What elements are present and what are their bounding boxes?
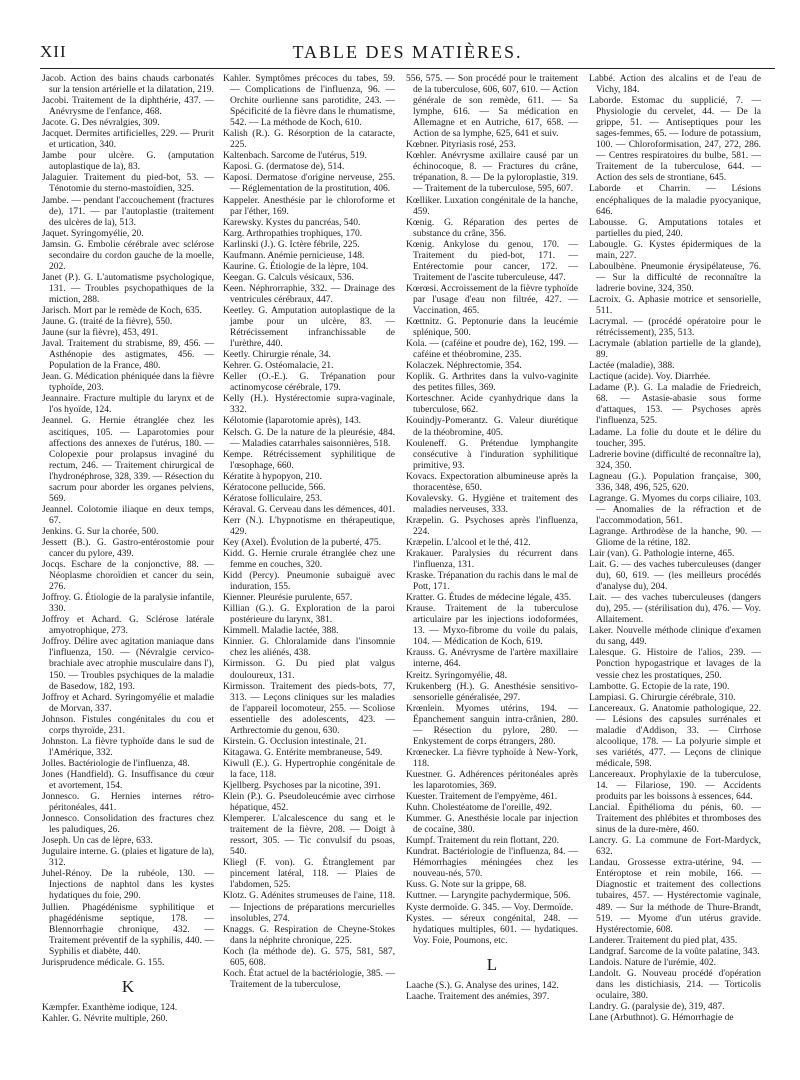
index-entry: Kératite à hypopyon, 210. bbox=[223, 471, 322, 482]
index-entry: Keen. Néphrorraphie, 332. — Drainage des ventricules cérébraux, 447. bbox=[223, 283, 395, 305]
index-entry: Jacob. Action des bains chauds carbonatés sur la tension artérielle et la dilatation, 219. bbox=[42, 74, 214, 96]
index-entry: Kaltenbach. Sarcome de l'utérus, 519. bbox=[223, 151, 367, 162]
index-entry: Kræpelin. G. Psychoses après l'influenza, 224. bbox=[406, 515, 578, 537]
index-entry: Jones (Handfield). G. Insuffisance du cœur et avortement, 154. bbox=[42, 769, 214, 791]
index-entry: Krause. Traitement de la tuberculose articulaire par les injections iodoformées, 13. — Myxo-fibrome du voile du palais, 104. — Médication de Koch, 619. bbox=[406, 604, 578, 648]
index-entry: Jamsin. G. Embolie cérébrale avec sclérose secondaire du cordon gauche de la moelle, 202. bbox=[42, 239, 214, 272]
index-entry: Joffroy. G. Étiologie de la paralysie infantile, 330. bbox=[42, 593, 214, 615]
index-entry: Krœnecker. La fièvre typhoïde à New-York, 118. bbox=[406, 747, 578, 769]
index-entry: Kræpelin. L'alcool et le thé, 412. bbox=[406, 537, 531, 548]
index-entry: Karewsky. Kystes du pancréas, 540. bbox=[223, 217, 361, 228]
index-entry: Kempe. Rétrécissement syphilitique de l'œsophage, 660. bbox=[223, 449, 395, 471]
index-entry: Kœlliker. Luxation congénitale de la hanche, 459. bbox=[406, 195, 578, 217]
index-entry: Krauss. G. Anévrysme de l'artère maxillaire interne, 464. bbox=[406, 648, 578, 670]
index-column-4 bbox=[589, 74, 761, 1074]
index-entry: Kouleneff. G. Prétendue lymphangite consécutive à l'induration syphilitique primitive, 93. bbox=[406, 438, 578, 471]
index-entry: Krœnlein. Myomes utérins, 194. — Épanchement sanguin intra-crânien, 280. — Résection du pylore, 280. — Enkystement de corps étrangers, 280. bbox=[406, 703, 578, 747]
index-entry: Lalesque. G. Histoire de l'alios, 239. — Ponction hypogastrique et lavages de la vessie chez les prostatiques, 250. bbox=[589, 648, 761, 681]
page-number: XII bbox=[40, 42, 67, 61]
index-entry: Lactée (maladie), 388. bbox=[589, 361, 675, 372]
index-entry: Laboulbène. Pneumonie érysipélateuse, 76. — Sur la difficulté de reconnaître la ladrerie bovine, 324, 350. bbox=[589, 261, 761, 294]
index-entry: Lagneau (G.). Population française, 300, 336, 348, 496, 525, 620. bbox=[589, 471, 761, 493]
index-entry: Jeannel. G. Hernie étranglée chez les ascitiques, 105. — Laparotomies pour affections des annexes de l'utérus, 180. — Colopexie pour prolapsus invaginé du rectum, 246. — Traitement chirurgical de l'hydronéphrose, 328, 339. — Résection du sacrum pour aborder les organes pelviens, 569. bbox=[42, 416, 214, 504]
index-entry: Lancereaux. G. Anatomie pathologique, 22. — Lésions des capsules surrénales et maladie d'Addison, 33. — Cirrhose alcoolique, 178. — La polyurie simple et ses variétés, 477. — Leçons de clinique médicale, 598. bbox=[589, 703, 761, 769]
index-entry: Kaurine. G. Étiologie de la lèpre, 104. bbox=[223, 261, 369, 272]
index-entry: Jaune. G. (traité de la fièvre), 550. bbox=[42, 317, 173, 328]
page-header bbox=[40, 40, 775, 66]
index-column-1 bbox=[42, 74, 214, 1074]
index-entry: Kimmell. Maladie lactée, 388. bbox=[223, 626, 339, 637]
index-entry: Jurisprudence médicale. G. 155. bbox=[42, 957, 165, 968]
index-entry: Kliegl (F. von). G. Étranglement par pincement latéral, 118. — Plaies de l'abdomen, 525. bbox=[223, 858, 395, 891]
index-entry: Jacobi. Traitement de la diphthérie, 437. — Anévrysme de l'enfance, 468. bbox=[42, 96, 214, 118]
index-entry: Jaune (sur la fièvre), 453, 491. bbox=[42, 328, 159, 339]
index-entry: Jacquet. Dermites artificielles, 229. — Prurit et urtication, 340. bbox=[42, 129, 214, 151]
index-entry: Lagrange. Arthrodèse de la hanche, 90. — Gliome de la rétine, 182. bbox=[589, 526, 761, 548]
index-entry: Killian (G.). G. Exploration de la paroi postérieure du larynx, 381. bbox=[223, 604, 395, 626]
index-entry: Janet (P.). G. L'automatisme psychologique, 131. — Troubles psychopathiques de la miction, 288. bbox=[42, 272, 214, 305]
index-entry: Keetly. Chirurgie rénale, 34. bbox=[223, 350, 331, 361]
index-entry: Jolles. Bactériologie de l'influenza, 48. bbox=[42, 758, 190, 769]
index-entry: Klemperer. L'alcalescence du sang et le traitement de la fièvre, 208. — Doigt à ressort, 305. — Tic convulsif du psoas, 540. bbox=[223, 814, 395, 858]
index-entry: Kuttner. — Laryngite pachydermique, 506. bbox=[406, 891, 571, 902]
index-entry: Landry. G. (paralysie de), 319, 487. bbox=[589, 1001, 725, 1012]
index-entry: Karlinski (J.). G. Ictère fébrile, 225. bbox=[223, 239, 360, 250]
index-entry: Kovalevsky. G. Hygiène et traitement des maladies nerveuses, 333. bbox=[406, 493, 578, 515]
index-entry: Kaposi. Dermatose d'origine nerveuse, 255. — Réglementation de la prostitution, 406. bbox=[223, 173, 395, 195]
index-entry: Kouindjy-Pomerantz. G. Valeur diurétique de la théobromine, 405. bbox=[406, 416, 578, 438]
index-entry: Lactique (acide). Voy. Diarrhée. bbox=[589, 372, 711, 383]
index-column-2 bbox=[223, 74, 395, 1074]
index-entry: Ladame (P.). G. La maladie de Friedreich, 68. — Astasie-abasie sous forme d'attaques, 153. — Psychoses après l'influenza, 525. bbox=[589, 383, 761, 427]
index-entry: Joffroy. Délire avec agitation maniaque dans l'influenza, 150. — (Névralgie cervico-brachiale avec atrophie musculaire dans l'), 150. — Troubles psychiques de la maladie de Basedow, 182, 193. bbox=[42, 637, 214, 692]
index-entry: Kalish (R.). G. Résorption de la cataracte, 225. bbox=[223, 129, 395, 151]
index-entry: Jambe. — pendant l'accouchement (fractures de), 171. — par l'autoplastie (traitement des ulcères de la), 513. bbox=[42, 195, 214, 228]
index-entry: Joffroy et Achard. Syringomyélie et maladie de Morvan, 337. bbox=[42, 692, 214, 714]
index-entry: Knaggs. G. Respiration de Cheyne-Stokes dans la néphrite chronique, 225. bbox=[223, 924, 395, 946]
index-entry: Kœnig. G. Réparation des pertes de substance du crâne, 356. bbox=[406, 217, 578, 239]
index-columns bbox=[42, 74, 775, 1074]
index-entry: Kuss. G. Note sur la grippe, 68. bbox=[406, 880, 527, 891]
index-entry: Kinnier. G. Chloralamide dans l'insomnie chez les aliénés, 438. bbox=[223, 637, 395, 659]
index-entry: Jonnesco. Consolidation des fractures chez les paludiques, 26. bbox=[42, 814, 214, 836]
index-entry: Lagrange. G. Myomes du corps ciliaire, 103. — Anomalies de la réfraction et de l'accommodation, 561. bbox=[589, 493, 761, 526]
index-entry: Keetley. G. Amputation autoplastique de la jambe pour un ulcère, 83. — Rétrécissement infranchissable de l'urèthre, 440. bbox=[223, 305, 395, 350]
index-entry: Laache (S.). G. Analyse des urines, 142. bbox=[406, 980, 559, 991]
index-entry: Kolaczek. Néphrectomie, 354. bbox=[406, 361, 522, 372]
index-entry: Jarisch. Mort par le remède de Koch, 635. bbox=[42, 305, 202, 316]
index-entry: Klotz. G. Adénites strumeuses de l'aine, 118. — Injections de préparations mercurielles insolubles, 274. bbox=[223, 891, 395, 924]
index-entry: Lane (Arbuthnot). G. Hémorrhagie de bbox=[589, 1012, 734, 1023]
index-entry: Krukenberg (H.). G. Anesthésie sensitivo-sensorielle généralisée, 297. bbox=[406, 681, 578, 703]
index-entry: Koch. État actuel de la bactériologie, 385. — Traitement de la tuberculose, bbox=[223, 968, 395, 990]
index-entry: Korteschner. Acide cyanhydrique dans la tuberculose, 662. bbox=[406, 394, 578, 416]
index-entry: Jeannel. Colotomie iliaque en deux temps, 67. bbox=[42, 504, 214, 526]
index-entry: Labougle. G. Kystes épidermiques de la main, 227. bbox=[589, 239, 761, 261]
index-entry: Kœhler. Anévrysme axillaire causé par un échinocoque, 8. — Fractures du crâne, trépanation, 8. — De la pyloroplastie, 319. — Traitement de la tuberculose, 595, 607. bbox=[406, 151, 578, 195]
index-entry: Key (Axel). Évolution de la puberté, 475. bbox=[223, 537, 382, 548]
index-column-3 bbox=[406, 74, 578, 1074]
index-entry: Landolt. G. Nouveau procédé d'opération dans les distichiasis, 214. — Torticolis oculaire, 380. bbox=[589, 968, 761, 1001]
index-entry: Kuestner. G. Adhérences péritonéales après les laparotomies, 369. bbox=[406, 769, 578, 791]
index-entry: Kystes. — séreux congénital, 248. — hydatiques multiples, 601. — hydatiques. Voy. Foie, Poumons, etc. bbox=[406, 913, 578, 946]
index-entry: Ladrerie bovine (difficulté de reconnaître la), 324, 350. bbox=[589, 449, 761, 471]
section-letter: L bbox=[486, 954, 498, 974]
index-entry: Lair (van). G. Pathologie interne, 465. bbox=[589, 549, 735, 560]
index-entry: Lambotte. G. Ectopie de la rate, 190. bbox=[589, 681, 730, 692]
index-entry: Javal. Traitement du strabisme, 89, 456. — Asthénopie des astigmates, 456. — Population de la France, 480. bbox=[42, 339, 214, 372]
index-entry: Jullien. Phagédénisme syphilitique et phagédénisme septique, 178. — Blennorrhagie chronique, 432. — Traitement préventif de la syphilis, 440. — Syphilis et diabète, 440. bbox=[42, 902, 214, 957]
index-entry: Lancial. Épithélioma du pénis, 60. — Traitement des phlébites et thromboses des sinus de la dure-mère, 460. bbox=[589, 803, 761, 836]
index-entry: Jocqs. Eschare de la conjonctive, 88. — Néoplasme choroïdien et cancer du sein, 276. bbox=[42, 560, 214, 593]
index-entry: Kundrat. Bactériologie de l'influenza, 84. — Hémorrhagies méningées chez les nouveau-nés, 570. bbox=[406, 847, 578, 880]
index-entry: Kerr (N.). L'hypnotisme en thérapeutique, 429. bbox=[223, 515, 395, 537]
index-entry: Kelly (H.). Hystérectomie supra-vaginale, 332. bbox=[223, 394, 395, 416]
index-entry: Karg. Arthropathies trophiques, 170. bbox=[223, 228, 363, 239]
index-entry: Kidd (Percy). Pneumonie subaiguë avec induration, 155. bbox=[223, 571, 395, 593]
index-entry: Juhel-Rénoy. De la rubéole, 130. — Injections de naphtol dans les kystes hydatiques du foie, 290. bbox=[42, 869, 214, 902]
index-entry: Joffroy et Achard. G. Sclérose latérale amyotrophique, 273. bbox=[42, 615, 214, 637]
index-entry: Keegan. G. Calculs vésicaux, 536. bbox=[223, 272, 354, 283]
index-entry: Kuhn. Cholestéatome de l'oreille, 492. bbox=[406, 803, 553, 814]
index-entry: Lacrymale (ablation partielle de la glande), 89. bbox=[589, 339, 761, 361]
index-entry: Jalaguier. Traitement du pied-bot, 53. — Ténotomie du sterno-mastoïdien, 325. bbox=[42, 173, 214, 195]
index-entry: Jambe pour ulcère. G. (amputation autoplastique de la), 83. bbox=[42, 151, 214, 173]
index-entry: Laborde et Charrin. — Lésions encéphaliques de la maladie pyocyanique, 646. bbox=[589, 184, 761, 217]
index-entry: Kirstein. G. Occlusion intestinale, 21. bbox=[223, 736, 367, 747]
index-entry: Laache. Traitement des anémies, 397. bbox=[406, 991, 550, 1002]
index-entry: Lacrymal. — (procédé opératoire pour le rétrécissement), 235, 513. bbox=[589, 317, 761, 339]
index-entry: Kœttnitz. G. Peptonurie dans la leucémie splénique, 500. bbox=[406, 317, 578, 339]
index-entry: Kienner. Pleurésie purulente, 657. bbox=[223, 593, 353, 604]
index-entry: Jeannaire. Fracture multiple du larynx et de l'os hyoïde, 124. bbox=[42, 394, 214, 416]
index-entry: Landgraf. Sarcome de la voûte palatine, 343. bbox=[589, 946, 760, 957]
index-entry: Kuester. Traitement de l'empyème, 461. bbox=[406, 792, 558, 803]
index-entry: Kidd. G. Hernie crurale étranglée chez une femme en couches, 320. bbox=[223, 549, 395, 571]
index-entry: Kirmisson. G. Du pied plat valgus douloureux, 131. bbox=[223, 659, 395, 681]
index-entry: Laker. Nouvelle méthode clinique d'examen du sang, 449. bbox=[589, 626, 761, 648]
index-entry: Kummer. G. Anesthésie locale par injection de cocaïne, 380. bbox=[406, 814, 578, 836]
index-entry: 556, 575. — Son procédé pour le traitement de la tuberculose, 606, 607, 610. — Action générale de son remède, 611. — Sa lymphe, 616. — Sa médication en Allemagne et en Autriche, 617, 658. — Action de sa lymphe, 625, 641 et suiv. bbox=[406, 74, 578, 140]
index-entry: Ladame. La folie du doute et le délire du toucher, 395. bbox=[589, 427, 761, 449]
index-entry: Lacroix. G. Aphasie motrice et sensorielle, 511. bbox=[589, 294, 761, 316]
index-entry: Kœnig. Ankylose du genou, 170. — Traitement du pied-bot, 171. — Entérectomie pour cancer, 172. — Traitement de l'ascite tuberculeuse, 447. bbox=[406, 239, 578, 283]
index-entry: Kahler. Symptômes précoces du tabes, 59. — Complications de l'influenza, 96. — Orchite ourlienne sans parotidite, 243. — Spécificité de la fièvre dans le rhumatisme, 542. — La méthode de Koch, 610. bbox=[223, 74, 395, 129]
index-entry: Kélotomie (laparotomie après), 143. bbox=[223, 416, 361, 427]
index-entry: Lancry. G. La commune de Fort-Mardyck, 632. bbox=[589, 836, 761, 858]
index-entry: Kaufmann. Anémie pernicieuse, 148. bbox=[223, 250, 365, 261]
index-entry: Klein (P.). G. Pseudoleucémie avec cirrhose hépatique, 452. bbox=[223, 792, 395, 814]
index-entry: Keller (O.-E.). G. Trépanation pour actinomycose cérébrale, 179. bbox=[223, 372, 395, 394]
index-entry: Kyste dermoïde. G. 345. — Voy. Dermoïde. bbox=[406, 902, 574, 913]
index-entry: Jean. G. Médication phéniquée dans la fièvre typhoïde, 203. bbox=[42, 372, 214, 394]
index-entry: Landau. Grossesse extra-utérine, 94. — Entéroptose et rein mobile, 166. — Diagnostic et traitement des collections tubaires, 457. — Hystérectomie vaginale, 489. — Sur la méthode de Thure-Brandt, 519. — Myome d'un utérus gravide. Hystérectomie, 608. bbox=[589, 858, 761, 935]
header-rule bbox=[40, 68, 775, 69]
index-entry: Kappeler. Anesthésie par le chloroforme et par l'éther, 169. bbox=[223, 195, 395, 217]
index-entry: Kératose folliculaire, 253. bbox=[223, 493, 323, 504]
page-title: TABLE DES MATIÈRES. bbox=[292, 42, 523, 62]
index-entry: Landerer. Traitement du pied plat, 435. bbox=[589, 935, 738, 946]
index-entry: Kirmisson. Traitement des pieds-bots, 77, 313. — Leçons cliniques sur les maladies de l'appareil locomoteur, 255. — Scoliose essentielle des adolescents, 423. — Arthrectomie du genou, 630. bbox=[223, 681, 395, 736]
index-entry: Kratter. G. Études de médecine légale, 435. bbox=[406, 593, 572, 604]
index-entry: Lampiasi. G. Chirurgie cérébrale, 310. bbox=[589, 692, 736, 703]
index-entry: Jacote. G. Des névralgies, 309. bbox=[42, 118, 160, 129]
index-entry: Kola. — (caféine et poudre de), 162, 199. — caféine et théobromine, 235. bbox=[406, 339, 578, 361]
index-entry: Kovacs. Expectoration albumineuse après la thoracentèse, 650. bbox=[406, 471, 578, 493]
index-entry: Jaquet. Syringomyélie, 20. bbox=[42, 228, 144, 239]
index-entry: Lancereaux. Prophylaxie de la tuberculose, 14. — Filariose, 190. — Accidents produits par les boissons à essences, 644. bbox=[589, 769, 761, 803]
index-entry: Joseph. Un cas de lèpre, 633. bbox=[42, 836, 153, 847]
index-entry: Kitagawa. G. Entérite membraneuse, 549. bbox=[223, 747, 383, 758]
section-letter: K bbox=[121, 976, 135, 996]
index-entry: Kehrer. G. Ostéomalacie, 21. bbox=[223, 361, 334, 372]
index-entry: Jugulaire interne. G. (plaies et ligature de la), 312. bbox=[42, 847, 214, 869]
index-entry: Labbé. Action des alcalins et de l'eau de Vichy, 184. bbox=[589, 74, 761, 96]
index-entry: Kelsch. G. De la nature de la pleurésie, 484. — Maladies catarrhales saisonnières, 518. bbox=[223, 427, 395, 449]
index-entry: Landois. Nature de l'urémie, 402. bbox=[589, 957, 717, 968]
index-entry: Kjellberg. Psychoses par la nicotine, 391. bbox=[223, 781, 381, 791]
index-entry: Kumpf. Traitement du rein flottant, 220. bbox=[406, 836, 560, 847]
index-entry: Jessett (B.). G. Gastro-entérostomie pour cancer du pylore, 439. bbox=[42, 537, 214, 560]
index-entry: Laborde. Estomac du supplicié, 7. — Physiologie du cervelet, 44. — De la grippe, 51. — Antiseptiques pour les sages-femmes, 65. — Iodure de potassium, 100. — Chloroformisation, 247, 272, 286. — Centres respiratoires du bulbe, 581. — Traitement de la tuberculose, 644. — Action des sels de strontiane, 645. bbox=[589, 96, 761, 184]
index-entry: Johnston. La fièvre typhoïde dans le sud de l'Amérique, 332. bbox=[42, 736, 214, 758]
index-entry: Krakauer. Paralysies du récurrent dans l'influenza, 131. bbox=[406, 549, 578, 571]
index-entry: Lait. G. — des vaches tuberculeuses (danger du), 60, 619. — (les meilleurs procédés d'analyse du), 204. bbox=[589, 560, 761, 593]
index-entry: Kéraval. G. Cerveau dans les démences, 401. bbox=[223, 504, 395, 515]
index-entry: Koplik. G. Arthrites dans la vulvo-vaginite des petites filles, 369. bbox=[406, 372, 578, 394]
index-entry: Jenkins. G. Sur la chorée, 500. bbox=[42, 526, 159, 537]
index-entry: Koch (la méthode de). G. 575, 581, 587, 605, 608. bbox=[223, 946, 395, 968]
index-entry: Lait. — des vaches tuberculeuses (dangers du), 295. — (stérilisation du), 476. — Voy. Allaitement. bbox=[589, 593, 761, 626]
index-entry: Kœrœsi. Accroissement de la fièvre typhoïde par l'usage d'eau non filtrée, 427. — Vaccination, 465. bbox=[406, 283, 578, 316]
index-entry: Kératocone pellucide, 566. bbox=[223, 482, 326, 493]
index-entry: Kiwull (E.). G. Hypertrophie congénitale de la face, 118. bbox=[223, 758, 395, 780]
index-entry: Kahler. G. Névrite multiple, 260. bbox=[42, 1013, 168, 1024]
index-entry: Kraske. Trépanation du rachis dans le mal de Pott, 171. bbox=[406, 571, 578, 593]
index-entry: Johnson. Fistules congénitales du cou et corps thyroïde, 231. bbox=[42, 714, 214, 736]
index-entry: Kreitz. Syringomyélie, 48. bbox=[406, 670, 508, 681]
index-entry: Kæmpfer. Exanthème iodique, 124. bbox=[42, 1002, 178, 1013]
index-entry: Kœbner. Pityriasis rosé, 253. bbox=[406, 140, 516, 151]
index-entry: Jonnesco. G. Hernies internes rétro-péritonéales, 441. bbox=[42, 792, 214, 814]
index-entry: Kaposi. G. (dermatose de), 514. bbox=[223, 162, 345, 173]
index-entry: Labousse. G. Amputations totales et partielles du pied, 240. bbox=[589, 217, 761, 239]
